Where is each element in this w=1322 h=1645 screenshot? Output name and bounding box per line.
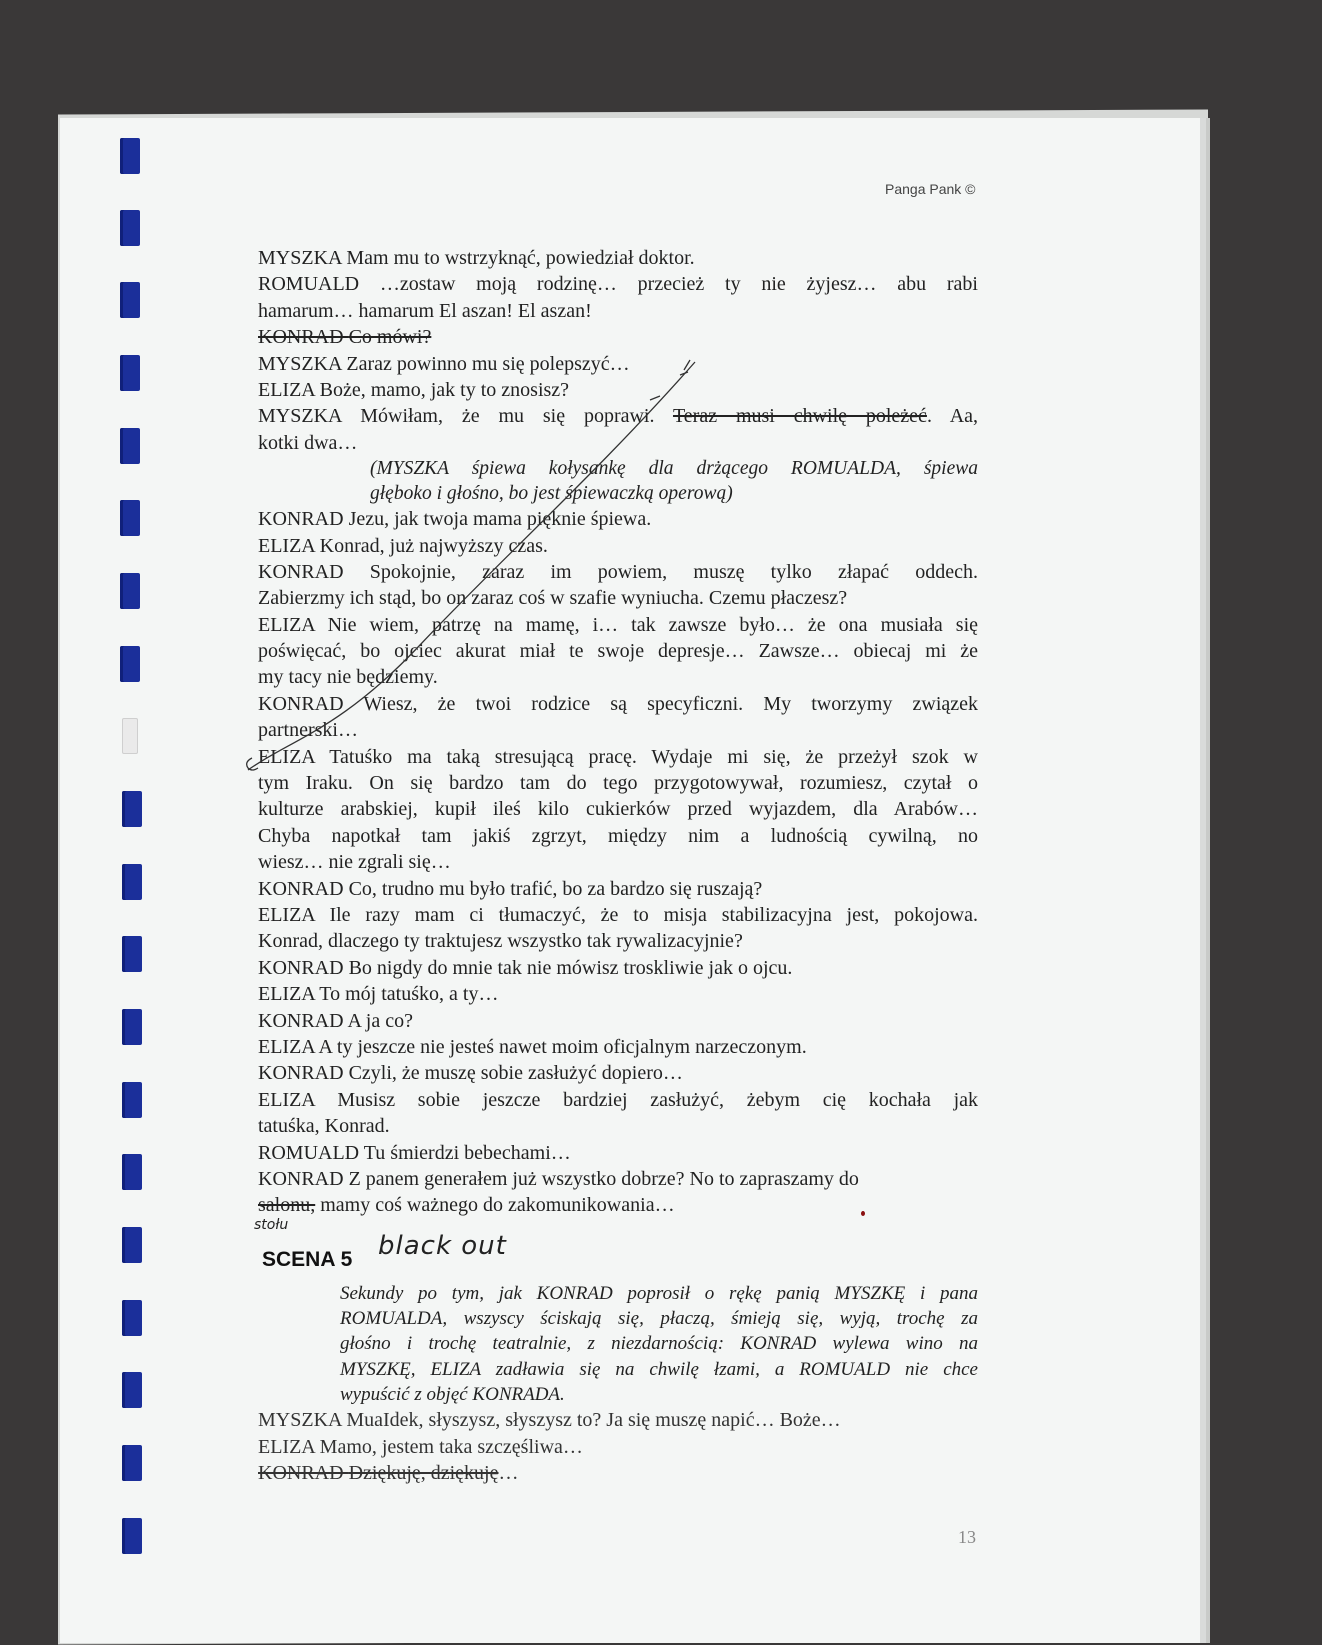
line-tail: . Aa, (926, 405, 979, 428)
line-text: partnerski… (258, 719, 358, 742)
dialogue-block (258, 245, 978, 456)
line-text: Chyba napotkał tam jakiś zgrzyt, między nim a ludnością cywilną, no (258, 824, 978, 847)
binding-coil (120, 138, 140, 174)
binding-coil (122, 1227, 142, 1263)
line-text: Mam mu to wstrzyknąć, powiedział doktor. (346, 247, 695, 269)
binding-coil (122, 791, 142, 827)
dialogue-line (258, 955, 978, 981)
binding-coil (122, 864, 142, 900)
dialogue-line (258, 1140, 978, 1166)
spiral-binding (120, 130, 144, 1630)
line-text: …zostaw moją rodzinę… przecież ty nie żyjesz… abu rabi (379, 273, 978, 296)
binding-coil (122, 1445, 142, 1481)
binding-coil (120, 428, 140, 464)
line-text: tym Iraku. On się bardzo tam do tego przygotowywał, rozumiesz, czytał o (258, 772, 978, 795)
stage-direction-line: wypuścić z objęć KONRADA. (340, 1383, 565, 1405)
line-text: Czyli, że muszę sobie zasłużyć dopiero… (348, 1062, 683, 1085)
speaker-name: KONRAD (258, 326, 349, 349)
line-text: Bo nigdy do mnie tak nie mówisz troskliwie jak o ojcu. (348, 956, 793, 979)
line-text: To mój tatuśko, a ty… (319, 983, 499, 1006)
line-text: kotki dwa… (258, 431, 358, 454)
dialogue-line (258, 1460, 978, 1486)
line-tail: … (498, 1461, 519, 1484)
binding-coil (122, 718, 138, 754)
line-text: mamy coś ważnego do zakomunikowania… (320, 1194, 675, 1217)
speaker-name: ROMUALD (258, 273, 380, 296)
binding-coil (122, 936, 142, 972)
dialogue-line (258, 928, 978, 954)
dialogue-line (258, 1434, 978, 1460)
dialogue-line (258, 796, 978, 822)
line-text: Ile razy mam ci tłumaczyć, że to misja stabilizacyjna jest, pokojowa. (329, 903, 978, 926)
speaker-name: MYSZKA (258, 352, 347, 375)
line-text: Boże, mamo, jak ty to znosisz? (319, 378, 570, 401)
speaker-name: ELIZA (258, 1035, 319, 1058)
binding-coil (122, 1082, 142, 1118)
speaker-name: ELIZA (258, 983, 320, 1006)
line-text: poświęcać, bo ojciec akurat miał te swoje depresje… Zawsze… obiecaj mi że (258, 640, 978, 663)
line-text: Dziękuję, dziękuję (348, 1461, 499, 1484)
binding-coil (120, 646, 140, 682)
dialogue-line (258, 271, 978, 297)
binding-coil (122, 1300, 142, 1336)
stage-direction-line: MYSZKĘ, ELIZA zadławia się na chwilę łzami, a ROMUALD nie chce (340, 1358, 978, 1380)
line-text: Zabierzmy ich stąd, bo on zaraz coś w szafie wyniucha. Czemu płaczesz? (258, 587, 848, 610)
speaker-name: ELIZA (258, 1435, 320, 1458)
line-text: A ja co? (347, 1009, 413, 1032)
struck-text: Teraz musi chwilę poleżeć (672, 405, 927, 428)
handwritten-note: black out (378, 1230, 507, 1261)
speaker-name: KONRAD (258, 560, 370, 583)
speaker-name: ELIZA (258, 613, 328, 636)
dialogue-line (258, 823, 978, 849)
speaker-name: MYSZKA (258, 247, 347, 269)
binding-coil (122, 1518, 142, 1554)
line-text: hamarum… hamarum El aszan! El aszan! (258, 299, 592, 322)
speaker-name: KONRAD (258, 692, 364, 715)
speaker-name: ELIZA (258, 534, 320, 557)
dialogue-line (258, 324, 978, 350)
stage-direction-line: głośno i trochę teatralnie, z niezdarnością: KONRAD wylewa wino na (340, 1333, 978, 1355)
stage-direction-line: głęboko i głośno, bo jest śpiewaczką operową) (370, 483, 733, 505)
dialogue-line (258, 245, 978, 271)
line-text: Jezu, jak twoja mama pięknie śpiewa. (348, 508, 652, 531)
dialogue-line (258, 298, 978, 324)
speaker-name: MYSZKA (258, 405, 361, 428)
line-text: Co, trudno mu było trafić, bo za bardzo się ruszają? (348, 877, 763, 900)
binding-coil (122, 1009, 142, 1045)
speaker-name: KONRAD (258, 508, 349, 531)
binding-coil (122, 1154, 142, 1190)
dialogue-line (258, 351, 978, 377)
line-text: wiesz… nie zgrali się… (258, 851, 451, 874)
line-text: my tacy nie będziemy. (258, 666, 438, 689)
dialogue-line (258, 1166, 978, 1192)
line-text: MuaIdek, słyszysz, słyszysz to? Ja się muszę napić… Boże… (346, 1409, 841, 1432)
speaker-name: KONRAD (258, 877, 349, 900)
dialogue-line (258, 1113, 978, 1139)
speaker-name: ROMUALD (258, 1141, 364, 1164)
dialogue-block (258, 506, 978, 1192)
dialogue-line (258, 717, 978, 743)
scene-heading-row (258, 1219, 978, 1281)
dialogue-line (258, 744, 978, 770)
scene-title: SCENA 5 (262, 1247, 353, 1271)
speaker-name: KONRAD (258, 1009, 348, 1032)
line-text: tatuśka, Konrad. (258, 1115, 390, 1138)
dialogue-line (258, 506, 978, 532)
line-text: A ty jeszcze nie jesteś nawet moim oficjalnym narzeczonym. (318, 1035, 807, 1058)
line-text: Tatuśko ma taką stresującą pracę. Wydaje mi się, że przeżył szok w (329, 745, 978, 768)
binding-coil (120, 355, 140, 391)
line-text: Mówiłam, że mu się poprawi. (360, 405, 655, 428)
dialogue-line (258, 559, 978, 585)
dialogue-line (258, 533, 978, 559)
page-number: 13 (958, 1527, 976, 1547)
struck-text: salonu, (258, 1194, 316, 1217)
line-text: Zaraz powinno mu się polepszyć… (346, 352, 630, 375)
dialogue-line (258, 664, 978, 690)
dialogue-line (258, 902, 978, 928)
dialogue-line (258, 612, 978, 638)
speaker-name: ELIZA (258, 903, 330, 926)
dialogue-line (258, 377, 978, 403)
line-text: kulturze arabskiej, kupił ileś kilo cukierków przed wyjazdem, dla Arabów… (258, 798, 978, 821)
dialogue-line (254, 1192, 978, 1234)
dialogue-line (258, 849, 978, 875)
dialogue-line (258, 585, 978, 611)
dialogue-line (258, 770, 978, 796)
speaker-name: ELIZA (258, 378, 320, 401)
handwritten-correction: stołu (254, 1217, 289, 1234)
ink-dot (861, 1211, 865, 1216)
speaker-name: KONRAD (258, 1062, 349, 1085)
dialogue-line (258, 430, 978, 456)
line-text: Nie wiem, patrzę na mamę, i… tak zawsze było… że ona musiała się (327, 613, 978, 636)
speaker-name: MYSZKA (258, 1409, 347, 1432)
dialogue-line (258, 691, 978, 717)
line-text: Konrad, dlaczego ty traktujesz wszystko tak rywalizacyjnie? (258, 930, 743, 953)
line-text: Tu śmierdzi bebechami… (363, 1141, 571, 1164)
line-text: Mamo, jestem taka szczęśliwa… (319, 1435, 583, 1458)
dialogue-line (258, 1008, 978, 1034)
speaker-name: KONRAD (258, 956, 349, 979)
binding-coil (122, 1372, 142, 1408)
binding-coil (120, 573, 140, 609)
speaker-name: KONRAD (258, 1461, 349, 1484)
binding-coil (120, 210, 140, 246)
binding-coil (120, 500, 140, 536)
line-text: Z panem generałem już wszystko dobrze? No to zapraszamy do (348, 1167, 859, 1190)
stage-direction-line: ROMUALDA, wszyscy ściskają się, płaczą, śmieją się, wyją, trochę za (340, 1307, 978, 1329)
binding-coil (120, 282, 140, 318)
line-text: Musisz sobie jeszcze bardziej zasłużyć, żebym cię kochała jak (337, 1088, 979, 1111)
page-header: Panga Pank © (885, 181, 976, 197)
dialogue-line (258, 876, 978, 902)
dialogue-line (258, 1087, 978, 1113)
line-text: Co mówi? (348, 326, 432, 349)
line-text: Wiesz, że twoi rodzice są specyficzni. My tworzymy związek (363, 692, 979, 715)
script-body (254, 245, 979, 1486)
dialogue-block (258, 1407, 978, 1486)
speaker-name: ELIZA (258, 1088, 338, 1111)
dialogue-line (258, 1034, 978, 1060)
stage-direction (370, 456, 978, 506)
line-text: Konrad, już najwyższy czas. (319, 534, 548, 557)
dialogue-line (258, 403, 978, 429)
speaker-name: ELIZA (258, 745, 330, 768)
stage-direction-line: Sekundy po tym, jak KONRAD poprosił o rękę panią MYSZKĘ i pana (340, 1282, 978, 1304)
speaker-name: KONRAD (258, 1167, 349, 1190)
stage-direction-line: (MYSZKA śpiewa kołysankę dla drżącego ROMUALDA, śpiewa (370, 458, 978, 480)
dialogue-line (258, 1060, 978, 1086)
dialogue-line (258, 638, 978, 664)
line-text: Spokojnie, zaraz im powiem, muszę tylko złapać oddech. (369, 560, 978, 583)
dialogue-line (258, 1407, 978, 1433)
stage-direction (340, 1281, 978, 1407)
dialogue-line (258, 981, 978, 1007)
